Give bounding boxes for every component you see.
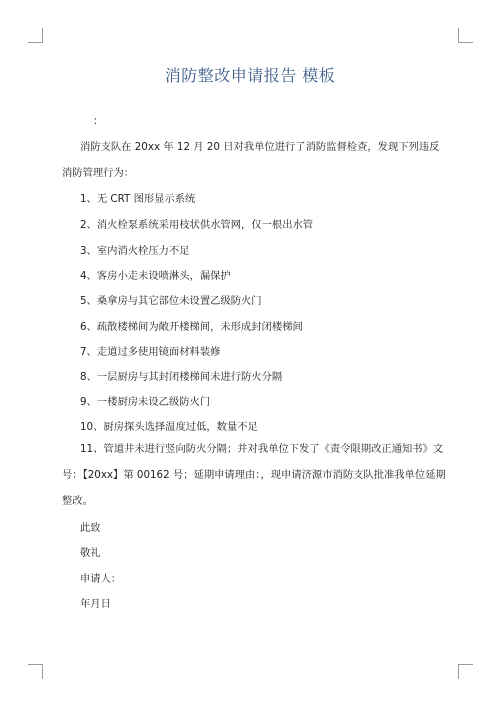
list-item: 5、桑拿房与其它部位未设置乙级防火门: [80, 295, 262, 307]
list-item: 4、客房小走未设喷淋头，漏保护: [80, 270, 231, 282]
list-item: 10、厨房探头选择温度过低，数量不足: [80, 421, 258, 433]
item-11-paragraph: 11、管道井未进行竖向防火分隔；并对我单位下发了《责令限期改正通知书》文号：【20xx】第 00162 号；延期申请理由：，现申请济源市消防支队批准我单位延期整改。: [62, 443, 446, 507]
intro-paragraph: 消防支队在 20xx 年 12 月 20 日对我单位进行了消防监督检查，发现下列违反消防管理行为：: [62, 141, 440, 179]
closing-ci-zhi: 此致: [80, 522, 101, 534]
closing-jing-li: 敬礼: [80, 547, 101, 559]
date-label: 年月日: [80, 598, 111, 610]
salutation: ：: [93, 115, 104, 127]
list-item: 9、一楼厨房未设乙级防火门: [80, 396, 211, 408]
document-title: 消防整改申请报告 模板: [164, 66, 336, 85]
crop-mark-top-left: [28, 28, 43, 43]
list-item: 1、无 CRT 图形显示系统: [80, 193, 196, 205]
applicant-label: 申请人：: [80, 573, 122, 585]
crop-mark-top-right: [458, 28, 473, 43]
list-item: 2、消火栓泵系统采用枝状供水管网，仅一根出水管: [80, 219, 314, 231]
list-item: 3、室内消火栓压力不足: [80, 245, 190, 257]
crop-mark-bottom-left: [28, 664, 43, 679]
list-item: 7、走道过多使用镜面材料装修: [80, 346, 221, 358]
list-item: 8、一层厨房与其封闭楼梯间未进行防火分隔: [80, 371, 283, 383]
crop-mark-bottom-right: [458, 664, 473, 679]
list-item: 6、疏散楼梯间为敞开楼梯间，未形成封闭楼梯间: [80, 321, 303, 333]
